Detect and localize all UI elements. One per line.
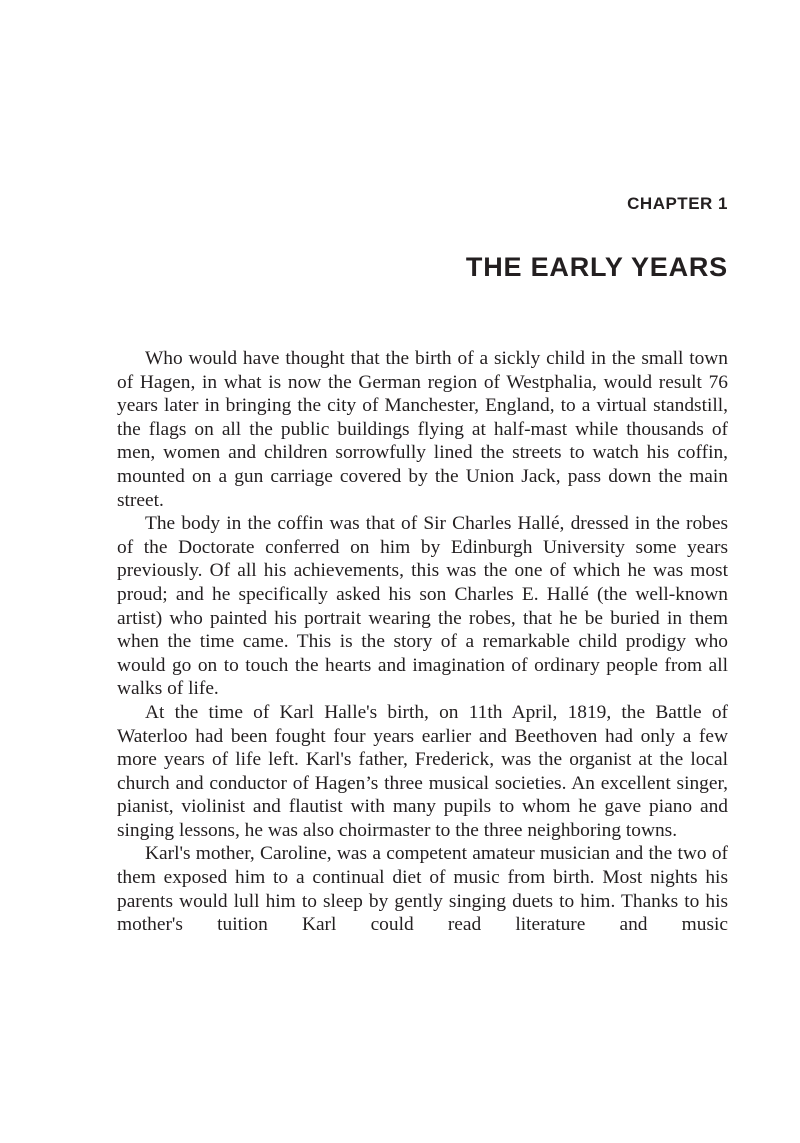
chapter-number: CHAPTER 1 <box>627 194 728 213</box>
chapter-body <box>117 347 728 937</box>
chapter-title: THE EARLY YEARS <box>465 252 728 282</box>
paragraph-1: Who would have thought that the birth of a sickly child in the small town of Hagen, in what is now the German region of Westphalia, would result 76 years later in bringing the city of Manchester, England, to a virtual standstill, the flags on all the public buildings flying at half-mast while thousands of men, women and children sorrowfully lined the streets to watch his coffin, mounted on a gun carriage covered by the Union Jack, pass down the main street. <box>117 348 728 511</box>
paragraph-3: At the time of Karl Halle's birth, on 11th April, 1819, the Battle of Waterloo had been fought four years earlier and Beethoven had only a few more years of life left. Karl's father, Frederick, was the organist at the local church and conductor of Hagen’s three musical societies. An excellent singer, pianist, violinist and flautist with many pupils to whom he gave piano and singing lessons, he was also choirmaster to the three neighboring towns. <box>117 701 728 841</box>
paragraph-2: The body in the coffin was that of Sir Charles Hallé, dressed in the robes of the Doctorate conferred on him by Edinburgh University some years previously. Of all his achievements, this was the one of which he was most proud; and he specifically asked his son Charles E. Hallé (the well-known artist) who painted his portrait wearing the robes, that he be buried in them when the time came. This is the story of a remarkable child prodigy who would go on to touch the hearts and imagination of ordinary people from all walks of life. <box>117 513 728 700</box>
paragraph-4: Karl's mother, Caroline, was a competent amateur musician and the two of them exposed him to a continual diet of music from birth. Most nights his parents would lull him to sleep by gently singing duets to him. Thanks to his mother's tuition Karl could read literature and music <box>117 843 728 936</box>
